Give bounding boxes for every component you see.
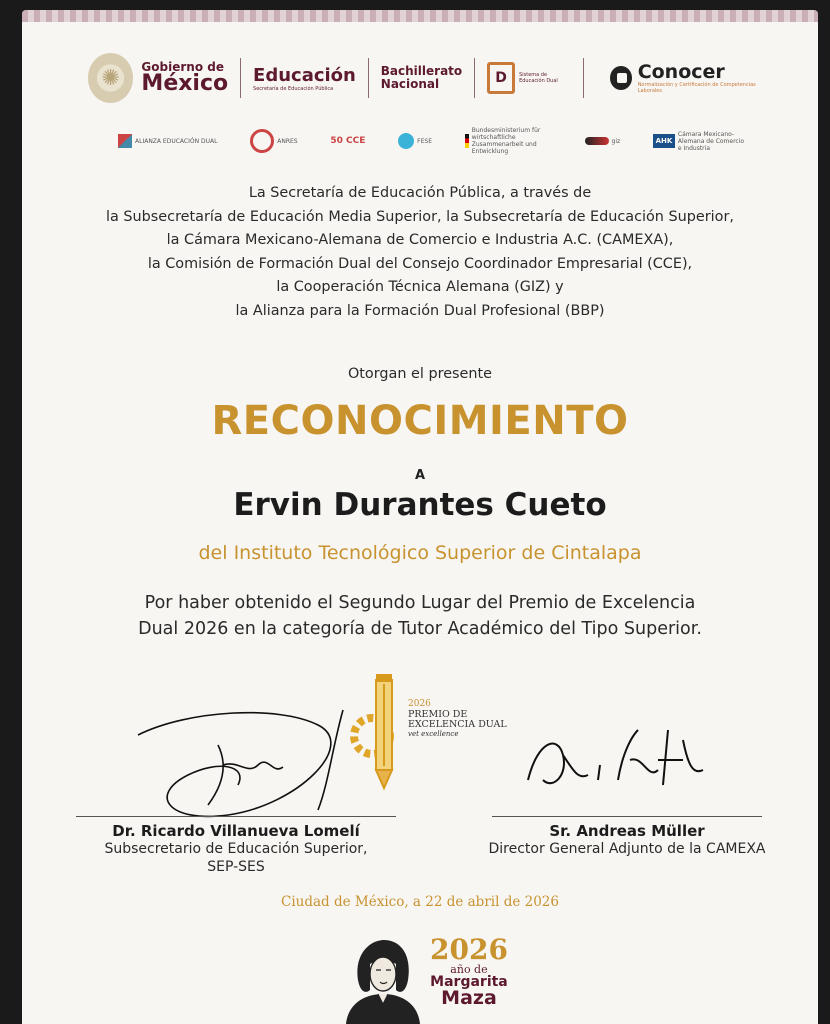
ahk-icon: AHK: [653, 134, 675, 148]
ahk-logo: [653, 131, 748, 152]
sistema-dual-icon: D: [487, 62, 515, 94]
educacion-title: Educación: [253, 64, 356, 86]
signature-line-left: [76, 816, 396, 817]
margarita-maza-portrait-icon: [340, 934, 426, 1024]
intro-line: la Cooperación Técnica Alemana (GIZ) y: [276, 279, 564, 295]
giz-logo: [585, 137, 621, 145]
mexico-seal-icon: ✺: [88, 53, 133, 103]
top-logos-row: [88, 46, 768, 110]
sistema-dual-text: Sistema de Educación Dual: [519, 72, 558, 84]
year-badge-year: 2026: [430, 933, 508, 966]
gobierno-line2: México: [141, 71, 229, 96]
giz-icon: [585, 137, 609, 145]
signer-left-position: [76, 840, 396, 876]
bachillerato-line2: Nacional: [380, 77, 440, 91]
intro-line: la Subsecretaría de Educación Media Superior, la Subsecretaría de Educación Superior,: [106, 208, 734, 225]
certificate-paper: [22, 10, 818, 1024]
partner-logos-row: [118, 124, 748, 158]
conocer-subtitle: Normalización y Certificación de Competencias Laborales: [637, 81, 756, 94]
signature-left-icon: [128, 705, 368, 825]
top-decorative-band: [22, 10, 818, 22]
fese-text: FESE: [417, 137, 432, 145]
educacion-subtitle: Secretaría de Educación Pública: [253, 85, 334, 92]
bachillerato-logo: [381, 65, 462, 90]
premio-line3: vet excellence: [408, 729, 459, 738]
award-reason: [22, 590, 818, 642]
logo-divider: [474, 58, 475, 98]
alianza-icon: [118, 134, 132, 148]
bachillerato-line1: Bachillerato: [380, 64, 463, 79]
premio-line2: EXCELENCIA DUAL: [408, 719, 507, 731]
cce-text: 50 CCE: [330, 136, 366, 146]
anres-text: ANRES: [277, 137, 298, 145]
logo-divider: [583, 58, 584, 98]
alianza-text: ALIANZA EDUCACIÓN DUAL: [135, 137, 218, 145]
year-badge-line1: año de: [450, 963, 488, 976]
alianza-logo: [118, 134, 217, 148]
year-badge-text: [430, 933, 508, 1009]
certificate-title: RECONOCIMIENTO: [211, 398, 629, 444]
signer-right-name: Sr. Andreas Müller: [549, 822, 705, 840]
intro-line: la Comisión de Formación Dual del Consejo Coordinador Empresarial (CCE),: [147, 255, 693, 272]
recipient-institution: del Instituto Tecnológico Superior de Cintalapa: [198, 542, 642, 564]
year-badge-line3: Maza: [441, 987, 497, 1009]
fese-icon: [398, 133, 414, 149]
premio-year: 2026: [408, 699, 431, 709]
conocer-icon: [610, 66, 632, 90]
conocer-logo: [610, 60, 768, 94]
conocer-title: Conocer: [637, 60, 725, 83]
intro-line: la Alianza para la Formación Dual Profesional (BBP): [235, 302, 605, 319]
gobierno-de-mexico-logo: [141, 61, 228, 95]
signature-line-right: [492, 816, 762, 817]
recipient-name: Ervin Durantes Cueto: [233, 487, 607, 523]
signer-left-position-line1: Subsecretario de Educación Superior,: [104, 841, 368, 857]
signature-right-icon: [518, 720, 718, 800]
giz-text: giz: [611, 137, 621, 145]
german-ministry-logo: [465, 127, 552, 155]
year-badge-line2: Margarita: [430, 974, 508, 990]
signer-left-name: Dr. Ricardo Villanueva Lomelí: [112, 822, 360, 840]
reason-line: Por haber obtenido el Segundo Lugar del Premio de Excelencia: [144, 593, 696, 613]
intro-line: la Cámara Mexicano-Alemana de Comercio e Industria A.C. (CAMEXA),: [166, 232, 674, 248]
sistema-dual-logo: [487, 62, 571, 94]
to-label: A: [414, 468, 426, 483]
signer-left-position-line2: SEP-SES: [207, 859, 265, 875]
intro-text: [22, 182, 818, 323]
ahk-text: Cámara Mexicano-Alemana de Comercio e Industria: [677, 130, 745, 152]
educacion-logo: [253, 65, 356, 92]
premio-line1: PREMIO DE: [408, 708, 468, 720]
logo-divider: [240, 58, 241, 98]
intro-line: La Secretaría de Educación Pública, a través de: [248, 185, 592, 201]
fese-logo: [398, 133, 432, 149]
gobierno-line1: Gobierno de: [141, 60, 224, 74]
otorgan-text: Otorgan el presente: [347, 366, 493, 382]
year-badge: [340, 932, 510, 1024]
anres-icon: [250, 129, 274, 153]
reason-line: Dual 2026 en la categoría de Tutor Académico del Tipo Superior.: [138, 619, 702, 639]
issue-date: Ciudad de México, a 22 de abril de 2026: [281, 894, 559, 910]
german-ministry-text: Bundesministerium für wirtschaftliche Zusammenarbeit und Entwicklung: [471, 127, 541, 155]
cce-logo: [330, 136, 365, 146]
premio-text: [408, 700, 507, 738]
german-flag-icon: [465, 134, 469, 148]
premio-excelencia-dual-logo: [348, 670, 528, 800]
logo-divider: [368, 58, 369, 98]
signer-right-position: Director General Adjunto de la CAMEXA: [488, 841, 766, 857]
anres-logo: [250, 129, 297, 153]
